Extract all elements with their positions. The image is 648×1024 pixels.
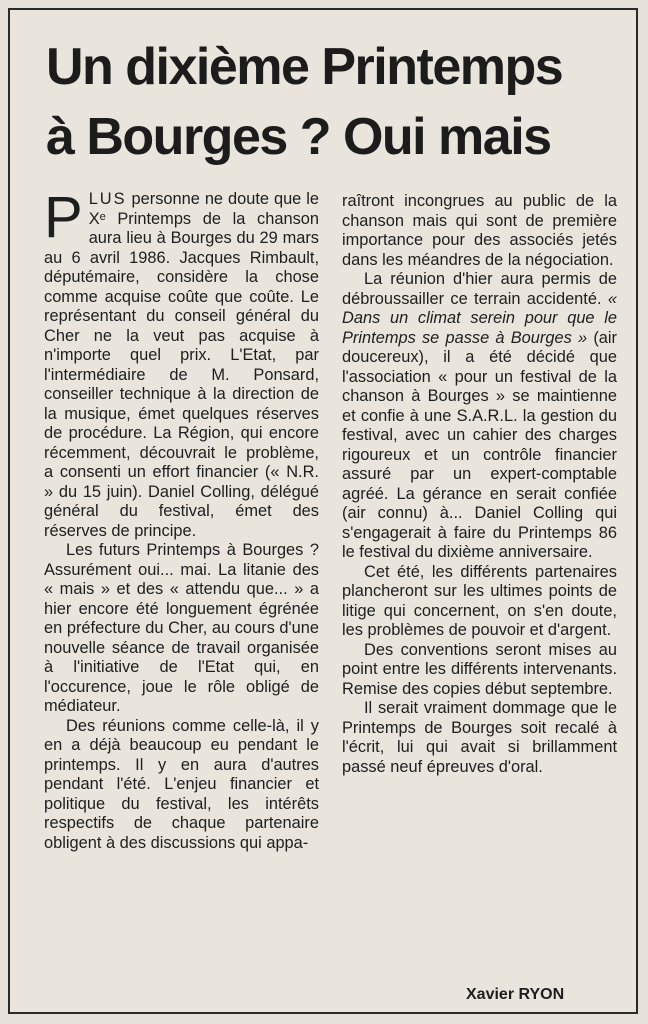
paragraph-7: Il serait vraiment dommage que le Printemps de Bourges soit recalé à l'écrit, lui qui avait si brillamment passé neuf épreuves d'oral. — [342, 699, 617, 776]
paragraph-4-end: (air doucereux), il a été décidé que l'association « pour un festival de la chanson à Bourges » se maintienne et confie à une S.A.R.L. la gestion du festival, avec un cahier des charges rigoureux et un contrôle financier assuré par un expert-comptable agréé. La gérance en serait confiée (air connu) à... Daniel Colling qui s'engagerait à faire du Printemps 86 le festival du dixième anniversaire. — [342, 328, 617, 561]
headline — [46, 32, 626, 172]
author-signature: Xavier RYON — [466, 986, 565, 1003]
column-left — [44, 185, 319, 853]
paragraph-4-quote: « Dans un climat serein pour que le Printemps se passe à Bourges » — [342, 289, 617, 347]
lead-caps: LUS — [88, 190, 127, 208]
paragraph-3: Des réunions comme celle-là, il y en a déjà beaucoup eu pendant le printemps. Il y en aura d'autres pendant l'été. L'enjeu financier et politique du festival, les intérêts respectifs de chaque partenaire obligent à des discussions qui appa- — [44, 716, 319, 852]
paragraph-1 — [44, 185, 319, 541]
headline-line-2: à Bourges ? Oui mais — [46, 108, 551, 166]
paragraph-4 — [342, 270, 617, 563]
paragraph-2: Les futurs Printemps à Bourges ? Assurément oui... mai. La litanie des « mais » et des « attendu que... » a hier encore été longuement égrénée en préfecture du Cher, au cours d'une nouvelle séance de travail organisée à l'initiative de l'Etat qui, en l'occurence, joue le rôle obligé de médiateur. — [44, 541, 319, 715]
drop-cap: P — [44, 185, 83, 250]
paragraph-4-start: La réunion d'hier aura permis de débroussailler ce terrain accidenté. — [342, 270, 617, 308]
paragraph-3-continued: raîtront incongrues au public de la chanson mais qui sont de première importance pour des associés jetés dans les méandres de la négociation. — [342, 192, 617, 269]
paragraph-1-text: personne ne doute que le Xᵉ Printemps de la chanson aura lieu à Bourges du 29 mars au 6 avril 1986. Jacques Rimbault, députémaire, considère la chose comme acquise coûte que coûte. Le représentant du conseil général du Cher ne la veut pas acquise à n'importe quel prix. L'Etat, par l'intermédiaire de M. Ponsard, conseiller technique à la direction de la musique, émet quelques réserves de procédure. La Région, qui encore récemment, découvrait le problème, a consenti un effort financier (« N.R. » du 15 juin). Daniel Colling, délégué général du festival, émet des réserves de principe. — [44, 190, 319, 540]
paragraph-5: Cet été, les différents partenaires plancheront sur les ultimes points de litige qui concernent, on s'en doute, les problèmes de pouvoir et d'argent. — [342, 562, 617, 639]
paragraph-6: Des conventions seront mises au point entre les différents intervenants. Remise des copies début septembre. — [342, 640, 617, 698]
column-right — [342, 192, 617, 777]
newspaper-clipping — [8, 8, 638, 1014]
headline-line-1: Un dixième Printemps — [46, 38, 563, 96]
